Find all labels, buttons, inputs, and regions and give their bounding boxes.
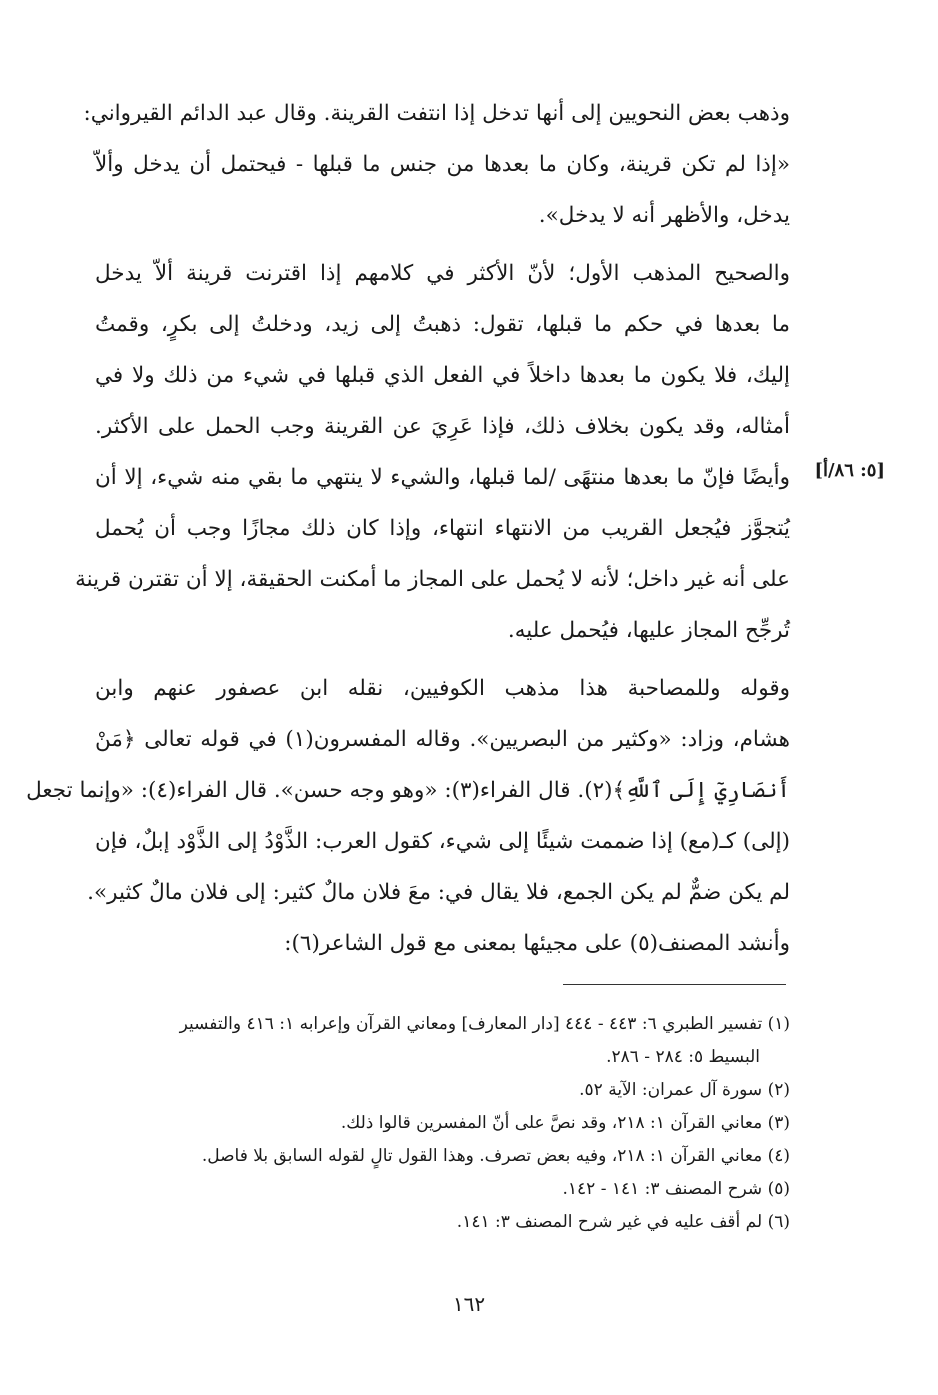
footnote-divider (563, 984, 786, 985)
text-line: وأيضًا فإنّ ما بعدها منتهًى /لما قبلها، والشيء لا ينتهي ما بقي منه شيء، إلا أن (95, 465, 790, 490)
text-line: هشام، وزاد: «وكثير من البصريين». وقاله المفسرون(١) في قوله تعالى ﴿مَنْ (95, 727, 790, 752)
footnote-continuation: البسيط ٥: ٢٨٤ - ٢٨٦. (606, 1047, 760, 1067)
margin-reference: [٥: ٨٦/أ] (814, 460, 885, 481)
text-line: ما بعدها في حكم ما قبلها، تقول: ذهبتُ إلى زيد، ودخلتُ إلى بكرٍ، وقمتُ (95, 312, 790, 337)
text-line: «إذا لم تكن قرينة، وكان ما بعدها من جنس ما قبلها - فيحتمل أن يدخل وألاّ (95, 152, 790, 177)
page-number: ١٦٢ (452, 1292, 486, 1316)
text-line: وقوله وللمصاحبة هذا مذهب الكوفيين، نقله ابن عصفور عنهم وابن (95, 676, 790, 701)
footnote: (٦) لم أقف عليه في غير شرح المصنف ٣: ١٤١. (456, 1212, 790, 1232)
text-line: أمثاله، وقد يكون بخلاف ذلك، فإذا عَرِيَ عن القرينة وجب الحمل على الأكثر. (95, 414, 790, 439)
text-line: والصحيح المذهب الأول؛ لأنّ الأكثر في كلامهم إذا اقترنت قرينة ألاّ يدخل (95, 261, 790, 286)
text-line: يدخل، والأظهر أنه لا يدخل». (538, 203, 790, 228)
text-line: على أنه غير داخل؛ لأنه لا يُحمل على المجاز ما أمكنت الحقيقة، إلا أن تقترن قرينة (75, 567, 790, 592)
text-line: لم يكن ضمٌّ لم يكن الجمع، فلا يقال في: معَ فلان مالٌ كثير: إلى فلان مالٌ كثير». (87, 880, 790, 905)
text-line: إليك، فلا يكون ما بعدها داخلاً في الفعل الذي قبلها في شيء من ذلك ولا في (95, 363, 790, 388)
footnote: (٥) شرح المصنف ٣: ١٤١ - ١٤٢. (562, 1179, 790, 1199)
text-line: تُرجِّح المجاز عليها، فيُحمل عليه. (507, 618, 790, 643)
text-line: يُتجوَّز فيُجعل القريب من الانتهاء انتهاء، وإذا كان ذلك مجازًا وجب أن يُحمل (95, 516, 790, 541)
footnote: (١) تفسير الطبري ٦: ٤٤٣ - ٤٤٤ [دار المعارف] ومعاني القرآن وإعرابه ١: ٤١٦ والتفسير (179, 1014, 790, 1034)
text-line: أَنصَارِيٓ إِلَى ٱللَّهِ﴾(٢). قال الفراء(٣): «وهو وجه حسن». قال الفراء(٤): «وإنما تجعل (26, 778, 790, 803)
footnote: (٣) معاني القرآن ١: ٢١٨، وقد نصَّ على أنّ المفسرين قالوا ذلك. (340, 1113, 790, 1133)
text-line: وأنشد المصنف(٥) على مجيئها بمعنى مع قول الشاعر(٦): (284, 931, 790, 956)
footnotes (95, 1008, 790, 1239)
main-text (26, 88, 790, 969)
text-line: (إلى) كـ(مع) إذا ضممت شيئًا إلى شيء، كقول العرب: الذَّوْدُ إلى الذَّوْد إبلٌ، فإن (95, 829, 790, 854)
footnote: (٤) معاني القرآن ١: ٢١٨، وفيه بعض تصرف. وهذا القول تالٍ لقوله السابق بلا فاصل. (201, 1146, 790, 1166)
text-line: وذهب بعض النحويين إلى أنها تدخل إذا انتفت القرينة. وقال عبد الدائم القيرواني: (83, 101, 790, 126)
footnote: (٢) سورة آل عمران: الآية ٥٢. (579, 1080, 790, 1100)
